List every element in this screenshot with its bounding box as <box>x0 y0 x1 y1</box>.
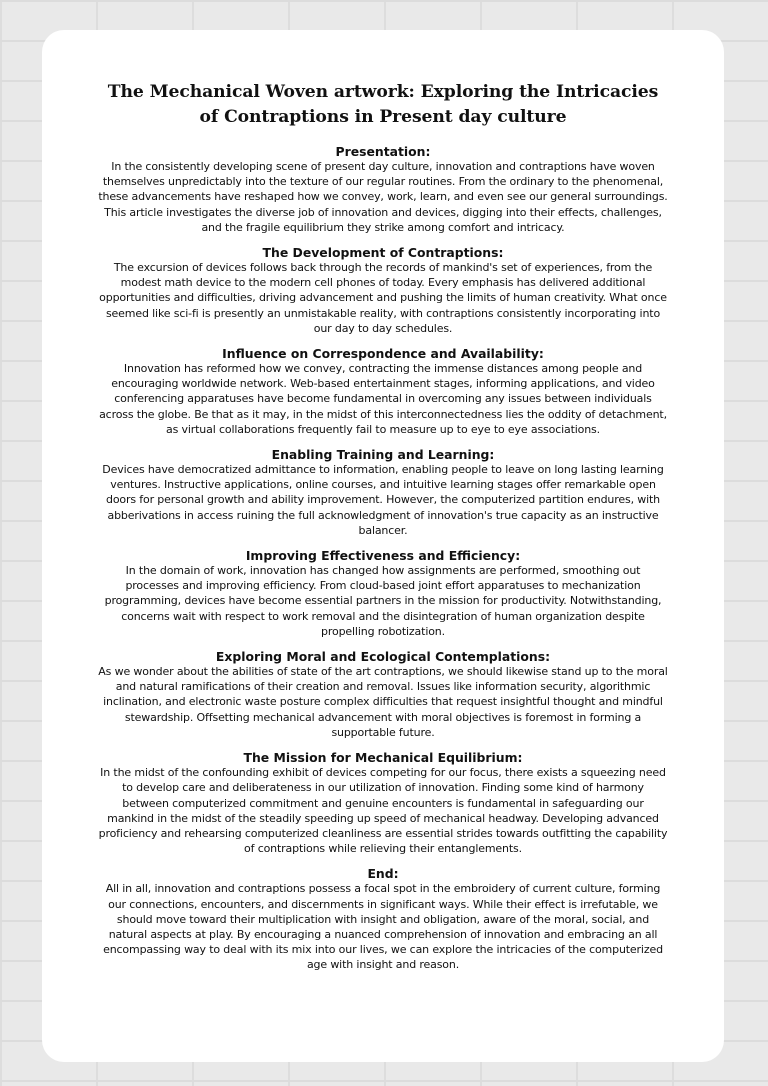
section-body: In the domain of work, innovation has changed how assignments are performed, smoothing out processes and improving efficiency. From cloud-based joint effort apparatuses to mechanization programming, devices have become essential partners in the mission for productivity. Notwithstanding, concerns wait with respect to work removal and the disintegration of human organization despite propelling robotization. <box>104 564 662 638</box>
section-heading: The Development of Contraptions: <box>262 245 504 261</box>
document-title: The Mechanical Woven artwork: Exploring the Intricacies of Contraptions in Present day culture <box>107 82 659 127</box>
section-heading: End: <box>367 866 399 882</box>
section-heading: Influence on Correspondence and Availability: <box>222 346 544 362</box>
section-training <box>98 447 668 538</box>
document-card <box>42 30 724 1062</box>
section-moral <box>98 649 668 740</box>
section-body: All in all, innovation and contraptions possess a focal spot in the embroidery of current culture, forming our connections, encounters, and discernments in significant ways. While their effect is irrefutable, we should move toward their multiplication with insight and obligation, aware of the moral, social, and natural aspects at play. By encouraging a nuanced comprehension of innovation and embracing an all encompassing way to deal with its mix into our lives, we can explore the intricacies of the computerized age with insight and reason. <box>103 882 663 972</box>
section-development <box>98 245 668 336</box>
section-correspondence <box>98 346 668 437</box>
section-heading: The Mission for Mechanical Equilibrium: <box>243 750 523 766</box>
section-heading: Presentation: <box>335 144 431 159</box>
section-end <box>98 866 668 972</box>
section-body: In the midst of the confounding exhibit of devices competing for our focus, there exists a squeezing need to develop care and deliberateness in our utilization of innovation. Finding some kind of harmony between computerized commitment and genuine encounters is fundamental in safeguarding our mankind in the midst of the steadily speeding up speed of mechanical headway. Developing advanced proficiency and rehearsing computerized cleanliness are essential strides towards outfitting the capability of contraptions while relieving their entanglements. <box>98 766 668 856</box>
section-efficiency <box>98 548 668 639</box>
section-body: As we wonder about the abilities of state of the art contraptions, we should likewise stand up to the moral and natural ramifications of their creation and removal. Issues like information security, algorithmic inclination, and electronic waste posture complex difficulties that request insightful thought and mindful stewardship. Offsetting mechanical advancement with moral objectives is foremost in forming a supportable future. <box>98 665 668 739</box>
section-body: In the consistently developing scene of present day culture, innovation and contraptions have woven themselves unpredictably into the texture of our regular routines. From the ordinary to the phenomenal, these advancements have reshaped how we convey, work, learn, and even see our general surroundings. This article investigates the diverse job of innovation and devices, digging into their effects, challenges, and the fragile equilibrium they strike among comfort and intricacy. <box>98 160 668 234</box>
section-heading: Enabling Training and Learning: <box>271 447 495 463</box>
section-presentation <box>98 144 668 235</box>
section-body: The excursion of devices follows back through the records of mankind's set of experiences, from the modest math device to the modern cell phones of today. Every emphasis has delivered additional opportunities and difficulties, driving advancement and pushing the limits of human creativity. What once seemed like sci-fi is presently an unmistakable reality, with contraptions consistently incorporating into our day to day schedules. <box>99 261 667 335</box>
section-heading: Exploring Moral and Ecological Contemplations: <box>215 649 551 665</box>
section-equilibrium <box>98 750 668 856</box>
section-body: Innovation has reformed how we convey, contracting the immense distances among people and encouraging worldwide network. Web-based entertainment stages, informing applications, and video conferencing apparatuses have become fundamental in overcoming any issues between individuals across the globe. Be that as it may, in the midst of this interconnectedness lies the oddity of detachment, as virtual collaborations frequently fail to measure up to eye to eye associations. <box>99 362 667 436</box>
section-body: Devices have democratized admittance to information, enabling people to leave on long lasting learning ventures. Instructive applications, online courses, and intuitive learning stages offer remarkable open doors for personal growth and ability improvement. However, the computerized partition endures, with abberivations in access ruining the full acknowledgment of innovation's true capacity as an instructive balancer. <box>102 463 664 537</box>
section-heading: Improving Effectiveness and Efficiency: <box>245 548 521 564</box>
